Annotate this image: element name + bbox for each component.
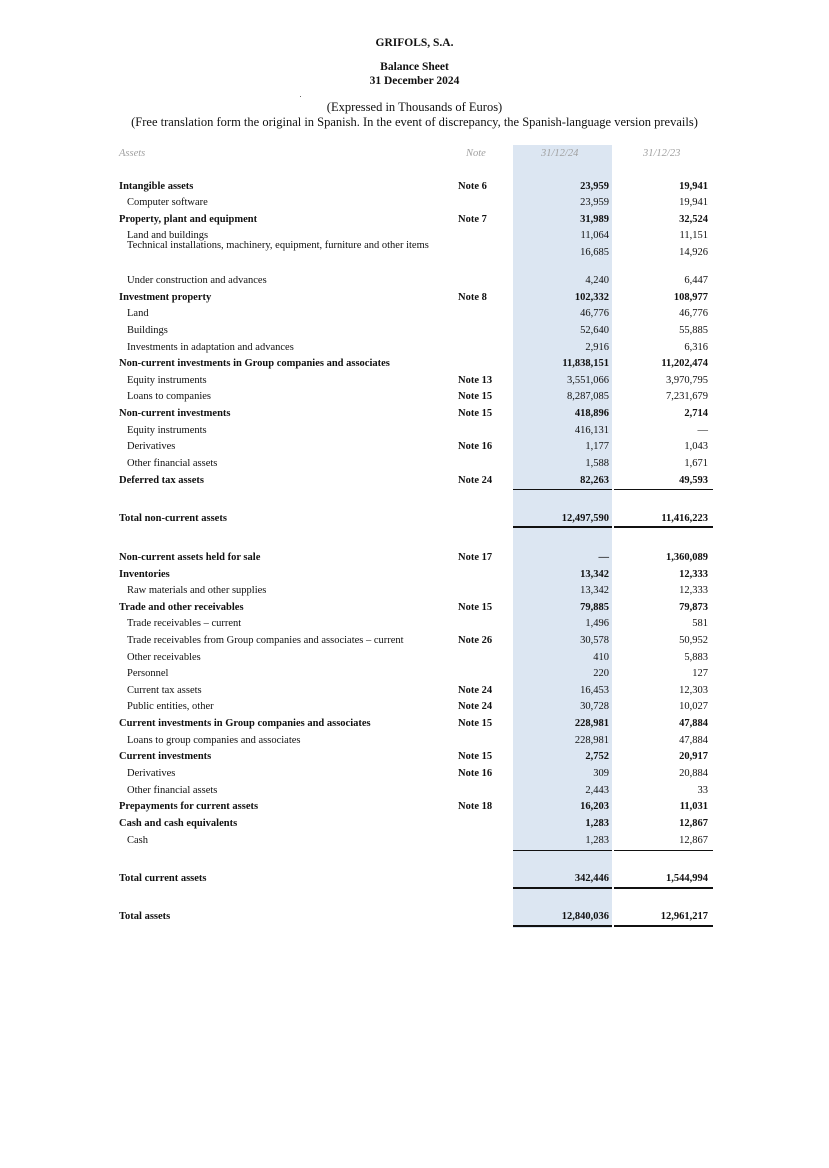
row-label: Cash and cash equivalents xyxy=(119,818,238,829)
row-label: Investments in adaptation and advances xyxy=(127,342,294,353)
row-value-2024: 2,916 xyxy=(585,342,609,353)
row-value-2023: 12,333 xyxy=(679,585,708,596)
row-value-2023: 3,970,795 xyxy=(666,375,708,386)
row-value-2024: 30,578 xyxy=(580,635,609,646)
row-label: Technical installations, machinery, equipment, furniture and other items xyxy=(127,240,429,251)
row-value-2023: 127 xyxy=(692,668,708,679)
row-value-2023: 11,031 xyxy=(679,801,708,812)
row-value-2023: 20,917 xyxy=(679,751,708,762)
row-label: Other financial assets xyxy=(127,458,218,469)
row-value-2024: 16,203 xyxy=(580,801,609,812)
total-rule-prior-2 xyxy=(614,887,713,889)
row-label: Loans to companies xyxy=(127,391,211,402)
row-value-2024: 79,885 xyxy=(580,602,609,613)
row-value-2023: 49,593 xyxy=(679,475,708,486)
subtotal-rule-current-2 xyxy=(513,850,612,851)
row-note: Note 24 xyxy=(458,475,493,486)
row-value-2023: 33 xyxy=(697,785,708,796)
row-label: Non-current assets held for sale xyxy=(119,552,261,563)
row-label: Derivatives xyxy=(127,441,176,452)
row-value-2023: 5,883 xyxy=(684,652,708,663)
row-label: Trade receivables – current xyxy=(127,618,242,629)
column-header-assets: Assets xyxy=(119,148,146,159)
row-value-2024: 82,263 xyxy=(580,475,609,486)
subtotal-rule-prior xyxy=(614,489,713,490)
row-value-2023: 1,360,089 xyxy=(666,552,708,563)
row-value-2023: 2,714 xyxy=(684,408,708,419)
stray-dot xyxy=(300,96,301,97)
row-value-2024: 16,685 xyxy=(580,247,609,258)
row-label: Equity instruments xyxy=(127,425,207,436)
row-note: Note 18 xyxy=(458,801,493,812)
row-value-2024: 2,443 xyxy=(585,785,609,796)
row-label: Non-current investments in Group companies and associates xyxy=(119,358,390,369)
row-value-2023: 79,873 xyxy=(679,602,708,613)
row-value-2023: 1,043 xyxy=(684,441,708,452)
row-value-2024: 23,959 xyxy=(580,181,609,192)
row-value-2023: 11,151 xyxy=(679,230,708,241)
row-note: Note 16 xyxy=(458,768,493,779)
row-value-2023: 12,333 xyxy=(679,569,708,580)
row-value-2024: 342,446 xyxy=(574,873,609,884)
row-value-2023: 12,867 xyxy=(679,835,708,846)
row-value-2023: 50,952 xyxy=(679,635,708,646)
row-value-2024: 12,497,590 xyxy=(561,513,609,524)
row-value-2023: 46,776 xyxy=(679,308,708,319)
row-value-2024: 13,342 xyxy=(580,585,609,596)
row-value-2024: 228,981 xyxy=(574,735,609,746)
row-label: Buildings xyxy=(127,325,168,336)
row-label: Current investments xyxy=(119,751,212,762)
row-label: Loans to group companies and associates xyxy=(127,735,301,746)
row-label: Non-current investments xyxy=(119,408,231,419)
row-value-2024: 1,283 xyxy=(585,835,609,846)
row-note: Note 26 xyxy=(458,635,493,646)
row-label: Total assets xyxy=(119,911,171,922)
grand-total-rule-current xyxy=(513,925,612,927)
row-note: Note 13 xyxy=(458,375,493,386)
row-label: Land xyxy=(127,308,149,319)
row-value-2023: 19,941 xyxy=(679,197,708,208)
row-value-2024: 228,981 xyxy=(574,718,609,729)
row-label: Trade and other receivables xyxy=(119,602,244,613)
row-label: Cash xyxy=(127,835,148,846)
row-value-2023: 1,544,994 xyxy=(666,873,708,884)
row-value-2023: 55,885 xyxy=(679,325,708,336)
column-header-prior-year: 31/12/23 xyxy=(643,148,681,159)
translation-note: (Free translation form the original in Spanish. In the event of discrepancy, the Spanish-language version prevails) xyxy=(131,115,698,129)
row-label: Inventories xyxy=(119,569,170,580)
row-value-2024: 4,240 xyxy=(585,275,609,286)
row-value-2024: — xyxy=(598,552,609,563)
row-label: Public entities, other xyxy=(127,701,214,712)
row-value-2023: 12,303 xyxy=(679,685,708,696)
column-header-current-year: 31/12/24 xyxy=(541,148,579,159)
row-value-2023: 11,416,223 xyxy=(661,513,708,524)
row-value-2023: 7,231,679 xyxy=(666,391,708,402)
row-value-2024: 13,342 xyxy=(580,569,609,580)
row-note: Note 15 xyxy=(458,391,493,402)
row-value-2023: 19,941 xyxy=(679,181,708,192)
row-label: Property, plant and equipment xyxy=(119,214,258,225)
grand-total-rule-prior xyxy=(614,925,713,927)
row-label: Derivatives xyxy=(127,768,176,779)
row-value-2023: 10,027 xyxy=(679,701,708,712)
row-note: Note 15 xyxy=(458,751,493,762)
row-value-2024: 2,752 xyxy=(585,751,609,762)
row-label: Deferred tax assets xyxy=(119,475,204,486)
currency-note: (Expressed in Thousands of Euros) xyxy=(326,100,503,114)
row-value-2024: 8,287,085 xyxy=(567,391,609,402)
row-value-2023: 6,447 xyxy=(684,275,708,286)
row-value-2024: 30,728 xyxy=(580,701,609,712)
row-note: Note 24 xyxy=(458,685,493,696)
row-value-2024: 309 xyxy=(593,768,609,779)
row-value-2023: 6,316 xyxy=(684,342,708,353)
column-header-note: Note xyxy=(466,148,486,159)
row-note: Note 15 xyxy=(458,408,493,419)
row-value-2024: 52,640 xyxy=(580,325,609,336)
row-value-2024: 3,551,066 xyxy=(567,375,609,386)
row-label: Current tax assets xyxy=(127,685,202,696)
statement-date: 31 December 2024 xyxy=(369,75,460,87)
row-value-2024: 410 xyxy=(593,652,609,663)
row-value-2023: 108,977 xyxy=(673,292,708,303)
row-note: Note 7 xyxy=(458,214,487,225)
row-value-2024: 418,896 xyxy=(574,408,609,419)
row-value-2023: 1,671 xyxy=(684,458,708,469)
row-label: Equity instruments xyxy=(127,375,207,386)
row-value-2023: 47,884 xyxy=(679,735,708,746)
row-label: Current investments in Group companies and associates xyxy=(119,718,371,729)
row-value-2023: 11,202,474 xyxy=(661,358,708,369)
row-value-2023: 14,926 xyxy=(679,247,708,258)
row-value-2024: 31,989 xyxy=(580,214,609,225)
row-value-2023: 32,524 xyxy=(679,214,708,225)
row-note: Note 24 xyxy=(458,701,493,712)
row-value-2023: 12,961,217 xyxy=(660,911,708,922)
row-value-2024: 23,959 xyxy=(580,197,609,208)
row-value-2024: 220 xyxy=(593,668,609,679)
row-value-2024: 16,453 xyxy=(580,685,609,696)
row-value-2023: 581 xyxy=(692,618,708,629)
row-value-2024: 1,177 xyxy=(585,441,609,452)
row-label: Intangible assets xyxy=(119,181,194,192)
row-value-2024: 46,776 xyxy=(580,308,609,319)
row-value-2023: 12,867 xyxy=(679,818,708,829)
subtotal-rule-current xyxy=(513,489,612,490)
row-note: Note 15 xyxy=(458,602,493,613)
row-label: Under construction and advances xyxy=(127,275,267,286)
row-note: Note 16 xyxy=(458,441,493,452)
row-label: Total non-current assets xyxy=(119,513,227,524)
row-note: Note 8 xyxy=(458,292,487,303)
document-title: Balance Sheet xyxy=(380,61,449,73)
company-name: GRIFOLS, S.A. xyxy=(375,37,454,49)
row-value-2023: — xyxy=(697,425,708,436)
row-label: Investment property xyxy=(119,292,212,303)
row-value-2024: 1,588 xyxy=(585,458,609,469)
row-value-2024: 11,838,151 xyxy=(562,358,609,369)
row-label: Raw materials and other supplies xyxy=(127,585,267,596)
row-value-2024: 102,332 xyxy=(574,292,609,303)
row-value-2024: 416,131 xyxy=(574,425,609,436)
row-note: Note 6 xyxy=(458,181,487,192)
row-value-2024: 1,496 xyxy=(585,618,609,629)
row-label: Trade receivables from Group companies and associates – current xyxy=(127,635,404,646)
row-label: Personnel xyxy=(127,668,169,679)
row-label: Prepayments for current assets xyxy=(119,801,259,812)
total-rule-prior xyxy=(614,526,713,528)
row-note: Note 15 xyxy=(458,718,493,729)
subtotal-rule-prior-2 xyxy=(614,850,713,851)
row-value-2024: 1,283 xyxy=(585,818,609,829)
row-note: Note 17 xyxy=(458,552,493,563)
row-label: Total current assets xyxy=(119,873,207,884)
row-label: Land and buildings xyxy=(127,230,209,241)
total-rule-current xyxy=(513,526,612,528)
row-label: Other financial assets xyxy=(127,785,218,796)
row-value-2023: 47,884 xyxy=(679,718,708,729)
row-label: Other receivables xyxy=(127,652,201,663)
row-value-2023: 20,884 xyxy=(679,768,708,779)
row-value-2024: 11,064 xyxy=(580,230,609,241)
row-value-2024: 12,840,036 xyxy=(561,911,609,922)
row-label: Computer software xyxy=(127,197,208,208)
total-rule-current-2 xyxy=(513,887,612,889)
